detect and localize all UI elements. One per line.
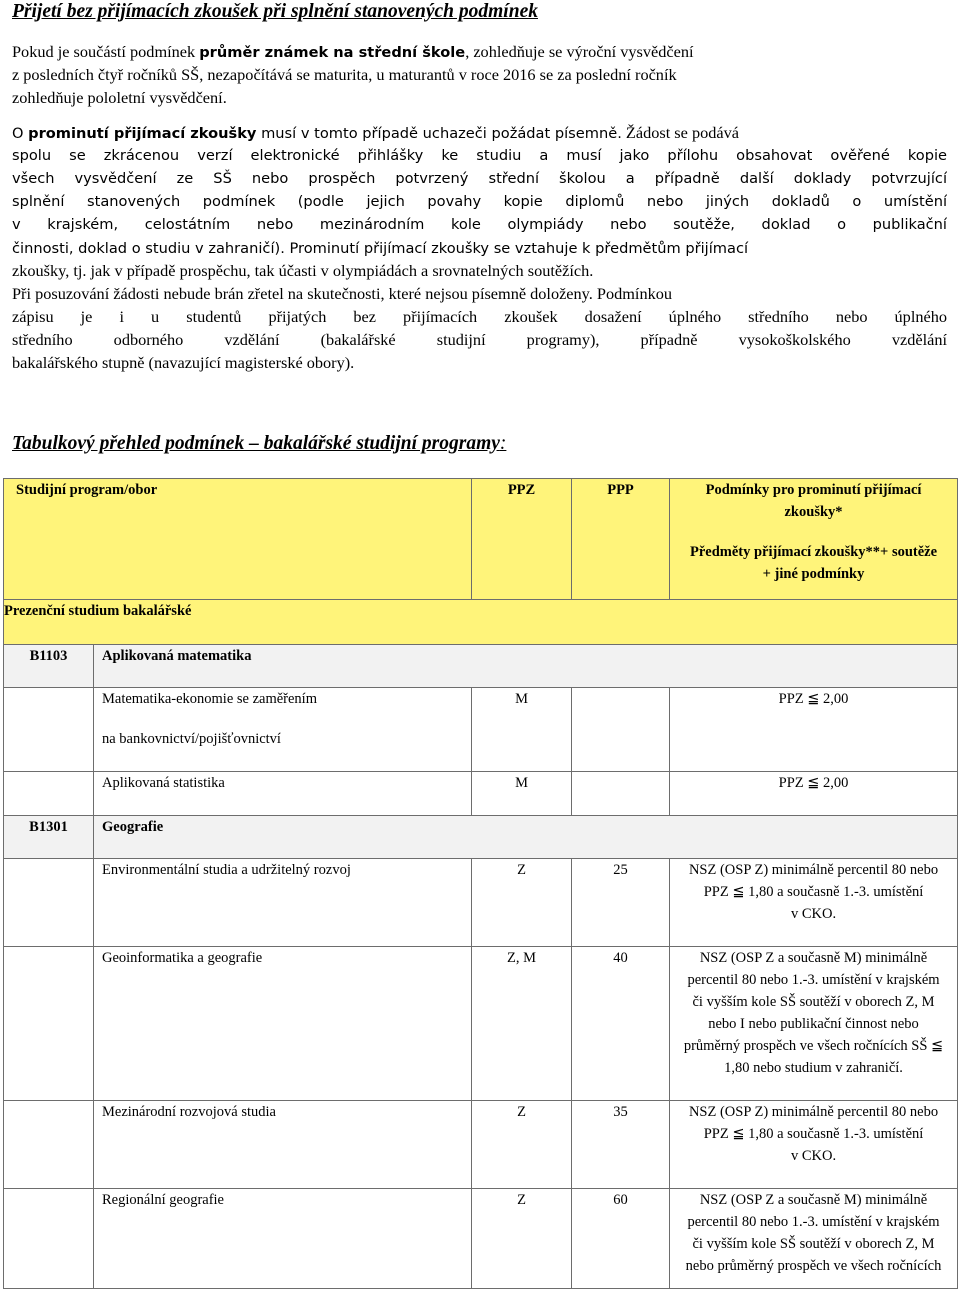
condition-line: či vyšším kole SŠ soutěží v oborech Z, M (692, 994, 935, 1010)
table-row (4, 1189, 958, 1289)
header-ppp: PPP (572, 479, 670, 600)
ppp-cell: 40 (572, 947, 670, 1101)
table-row (4, 859, 958, 947)
empty-cell (4, 1189, 94, 1289)
paragraph-line: zápisu je i u studentů přijatých bez přijímacích zkoušek dosažení úplného středního nebo úplného (12, 307, 947, 326)
group-row (4, 816, 958, 859)
condition-line: průměrný prospěch ve všech ročnících SŠ ≦ (683, 1038, 944, 1054)
ppp-cell: 35 (572, 1101, 670, 1189)
group-name: Aplikovaná matematika (94, 645, 958, 688)
condition-cell: PPZ ≦ 2,00 (670, 772, 958, 816)
header-program: Studijní program/obor (4, 479, 472, 600)
text-span: musí v tomto případě uchazeči požádat písemně. (256, 125, 622, 142)
condition-line: 1,80 nebo studium v zahraničí. (724, 1060, 903, 1076)
paragraph-line: bakalářského stupně (navazující magisterské obory). (12, 353, 355, 372)
paragraph-line: z posledních čtyř ročníků SŠ, nezapočítává se maturita, u maturantů v roce 2016 se za poslední ročník (12, 65, 677, 84)
empty-cell (4, 947, 94, 1101)
paragraph-line: spolu se zkrácenou verzí elektronické přihlášky ke studiu a musí jako přílohu obsahovat ověřené kopie (12, 147, 947, 164)
section-label: Prezenční studium bakalářské (4, 600, 958, 645)
header-line: zkoušky* (784, 504, 843, 520)
header-ppz: PPZ (472, 479, 572, 600)
condition-line: nebo průměrný prospěch ve všech ročnících (685, 1258, 942, 1274)
ppp-cell (572, 772, 670, 816)
condition-line: NSZ (OSP Z a současně M) minimálně (699, 1192, 928, 1208)
section-row (4, 600, 958, 645)
condition-cell (670, 1101, 958, 1189)
condition-line: v CKO. (790, 906, 837, 922)
header-conditions-top (670, 479, 957, 541)
ppz-cell: Z (472, 1189, 572, 1289)
header-line: Předměty přijímací zkoušky**+ soutěže (689, 544, 938, 560)
condition-line: nebo I nebo publikační činnost nebo (708, 1016, 919, 1032)
condition-cell: PPZ ≦ 2,00 (670, 688, 958, 772)
paragraph-line: zohledňuje pololetní vysvědčení. (12, 88, 227, 107)
paragraph-line (12, 282, 947, 305)
ppp-cell (572, 688, 670, 772)
table-row (4, 1101, 958, 1189)
condition-line: PPZ ≦ 1,80 a současně 1.-3. umístění (703, 1126, 924, 1142)
group-row (4, 645, 958, 688)
text-span: činnosti, doklad o studiu v zahraničí). (12, 240, 285, 257)
program-name (94, 688, 472, 772)
paragraph-line (12, 121, 947, 144)
empty-cell (4, 859, 94, 947)
ppz-cell: M (472, 772, 572, 816)
text-span-bold: průměr známek na střední škole (199, 44, 466, 61)
header-line: + jiné podmínky (762, 566, 865, 582)
ppz-cell: Z (472, 1101, 572, 1189)
text-span: , zohledňuje se výroční vysvědčení (465, 42, 694, 61)
program-name-line: Matematika-ekonomie se zaměřením (102, 691, 317, 707)
paragraph-line: zkoušky, tj. jak v případě prospěchu, tak účasti v olympiádách a srovnatelných soutěžích. (12, 261, 594, 280)
text-span: Při posuzování žádosti nebude brán zřetel na skutečnosti, které nejsou písemně doloženy. (12, 284, 593, 303)
group-name: Geografie (94, 816, 958, 859)
program-name: Mezinárodní rozvojová studia (94, 1101, 472, 1189)
ppz-cell: Z (472, 859, 572, 947)
condition-line: NSZ (OSP Z) minimálně percentil 80 nebo (688, 862, 939, 878)
paragraph-line: splnění stanovených podmínek (podle jejich povahy kopie diplomů nebo jiných dokladů o umístění (12, 193, 947, 210)
group-code: B1301 (4, 816, 94, 859)
condition-line: v CKO. (790, 1148, 837, 1164)
paragraph-line: středního odborného vzdělání (bakalářské studijní programy), případně vysokoškolského vzdělání (12, 330, 947, 349)
empty-cell (4, 1101, 94, 1189)
text-span: Podmínkou (592, 284, 673, 303)
program-name-line: na bankovnictví/pojišťovnictví (102, 731, 281, 747)
text-span: Pokud je součástí podmínek (12, 42, 200, 61)
program-name: Regionální geografie (94, 1189, 472, 1289)
paragraph-line (12, 40, 947, 63)
header-conditions-bottom (690, 544, 937, 582)
text-span: Žádost se podává (621, 123, 739, 142)
condition-line: PPZ ≦ 1,80 a současně 1.-3. umístění (703, 884, 924, 900)
program-name: Geoinformatika a geografie (94, 947, 472, 1101)
page-heading: Přijetí bez přijímacích zkoušek při splnění stanovených podmínek (12, 1, 538, 22)
ppp-cell: 60 (572, 1189, 670, 1289)
table-header-row (4, 479, 958, 600)
program-name: Aplikovaná statistika (94, 772, 472, 816)
condition-line: percentil 80 nebo 1.-3. umístění v krajském (687, 972, 940, 988)
table-row (4, 688, 958, 772)
header-line: Podmínky pro prominutí přijímací (705, 482, 922, 498)
ppz-cell: M (472, 688, 572, 772)
table-title (12, 432, 506, 456)
paragraph-grade-average (12, 40, 947, 109)
empty-cell (4, 688, 94, 772)
condition-line: či vyšším kole SŠ soutěží v oborech Z, M (692, 1236, 935, 1252)
text-span: O (12, 125, 29, 142)
paragraph-line (12, 236, 947, 259)
condition-line: NSZ (OSP Z) minimálně percentil 80 nebo (688, 1104, 939, 1120)
table-row (4, 947, 958, 1101)
paragraph-line: v krajském, celostátním nebo mezinárodním kole olympiády nebo soutěže, doklad o publikační (12, 216, 947, 233)
ppz-cell: Z, M (472, 947, 572, 1101)
text-span: Prominutí přijímací zkoušky se vztahuje k předmětům přijímací (284, 240, 749, 257)
condition-line: NSZ (OSP Z a současně M) minimálně (699, 950, 928, 966)
condition-cell (670, 1189, 958, 1289)
table-row (4, 772, 958, 816)
text-span-bold: prominutí přijímací zkoušky (28, 125, 257, 142)
table-title-text: Tabulkový přehled podmínek – bakalářské studijní programy (12, 433, 500, 454)
paragraph-line: všech vysvědčení ze SŠ nebo prospěch potvrzený střední školou a případně další doklady potvrzující (12, 170, 947, 187)
table-title-colon: : (499, 433, 507, 454)
program-name: Environmentální studia a udržitelný rozvoj (94, 859, 472, 947)
header-conditions (670, 479, 958, 600)
conditions-table (3, 478, 958, 1289)
condition-line: percentil 80 nebo 1.-3. umístění v krajském (687, 1214, 940, 1230)
condition-cell (670, 947, 958, 1101)
ppp-cell: 25 (572, 859, 670, 947)
condition-cell (670, 859, 958, 947)
empty-cell (4, 772, 94, 816)
paragraph-waiver-request (12, 121, 947, 374)
group-code: B1103 (4, 645, 94, 688)
